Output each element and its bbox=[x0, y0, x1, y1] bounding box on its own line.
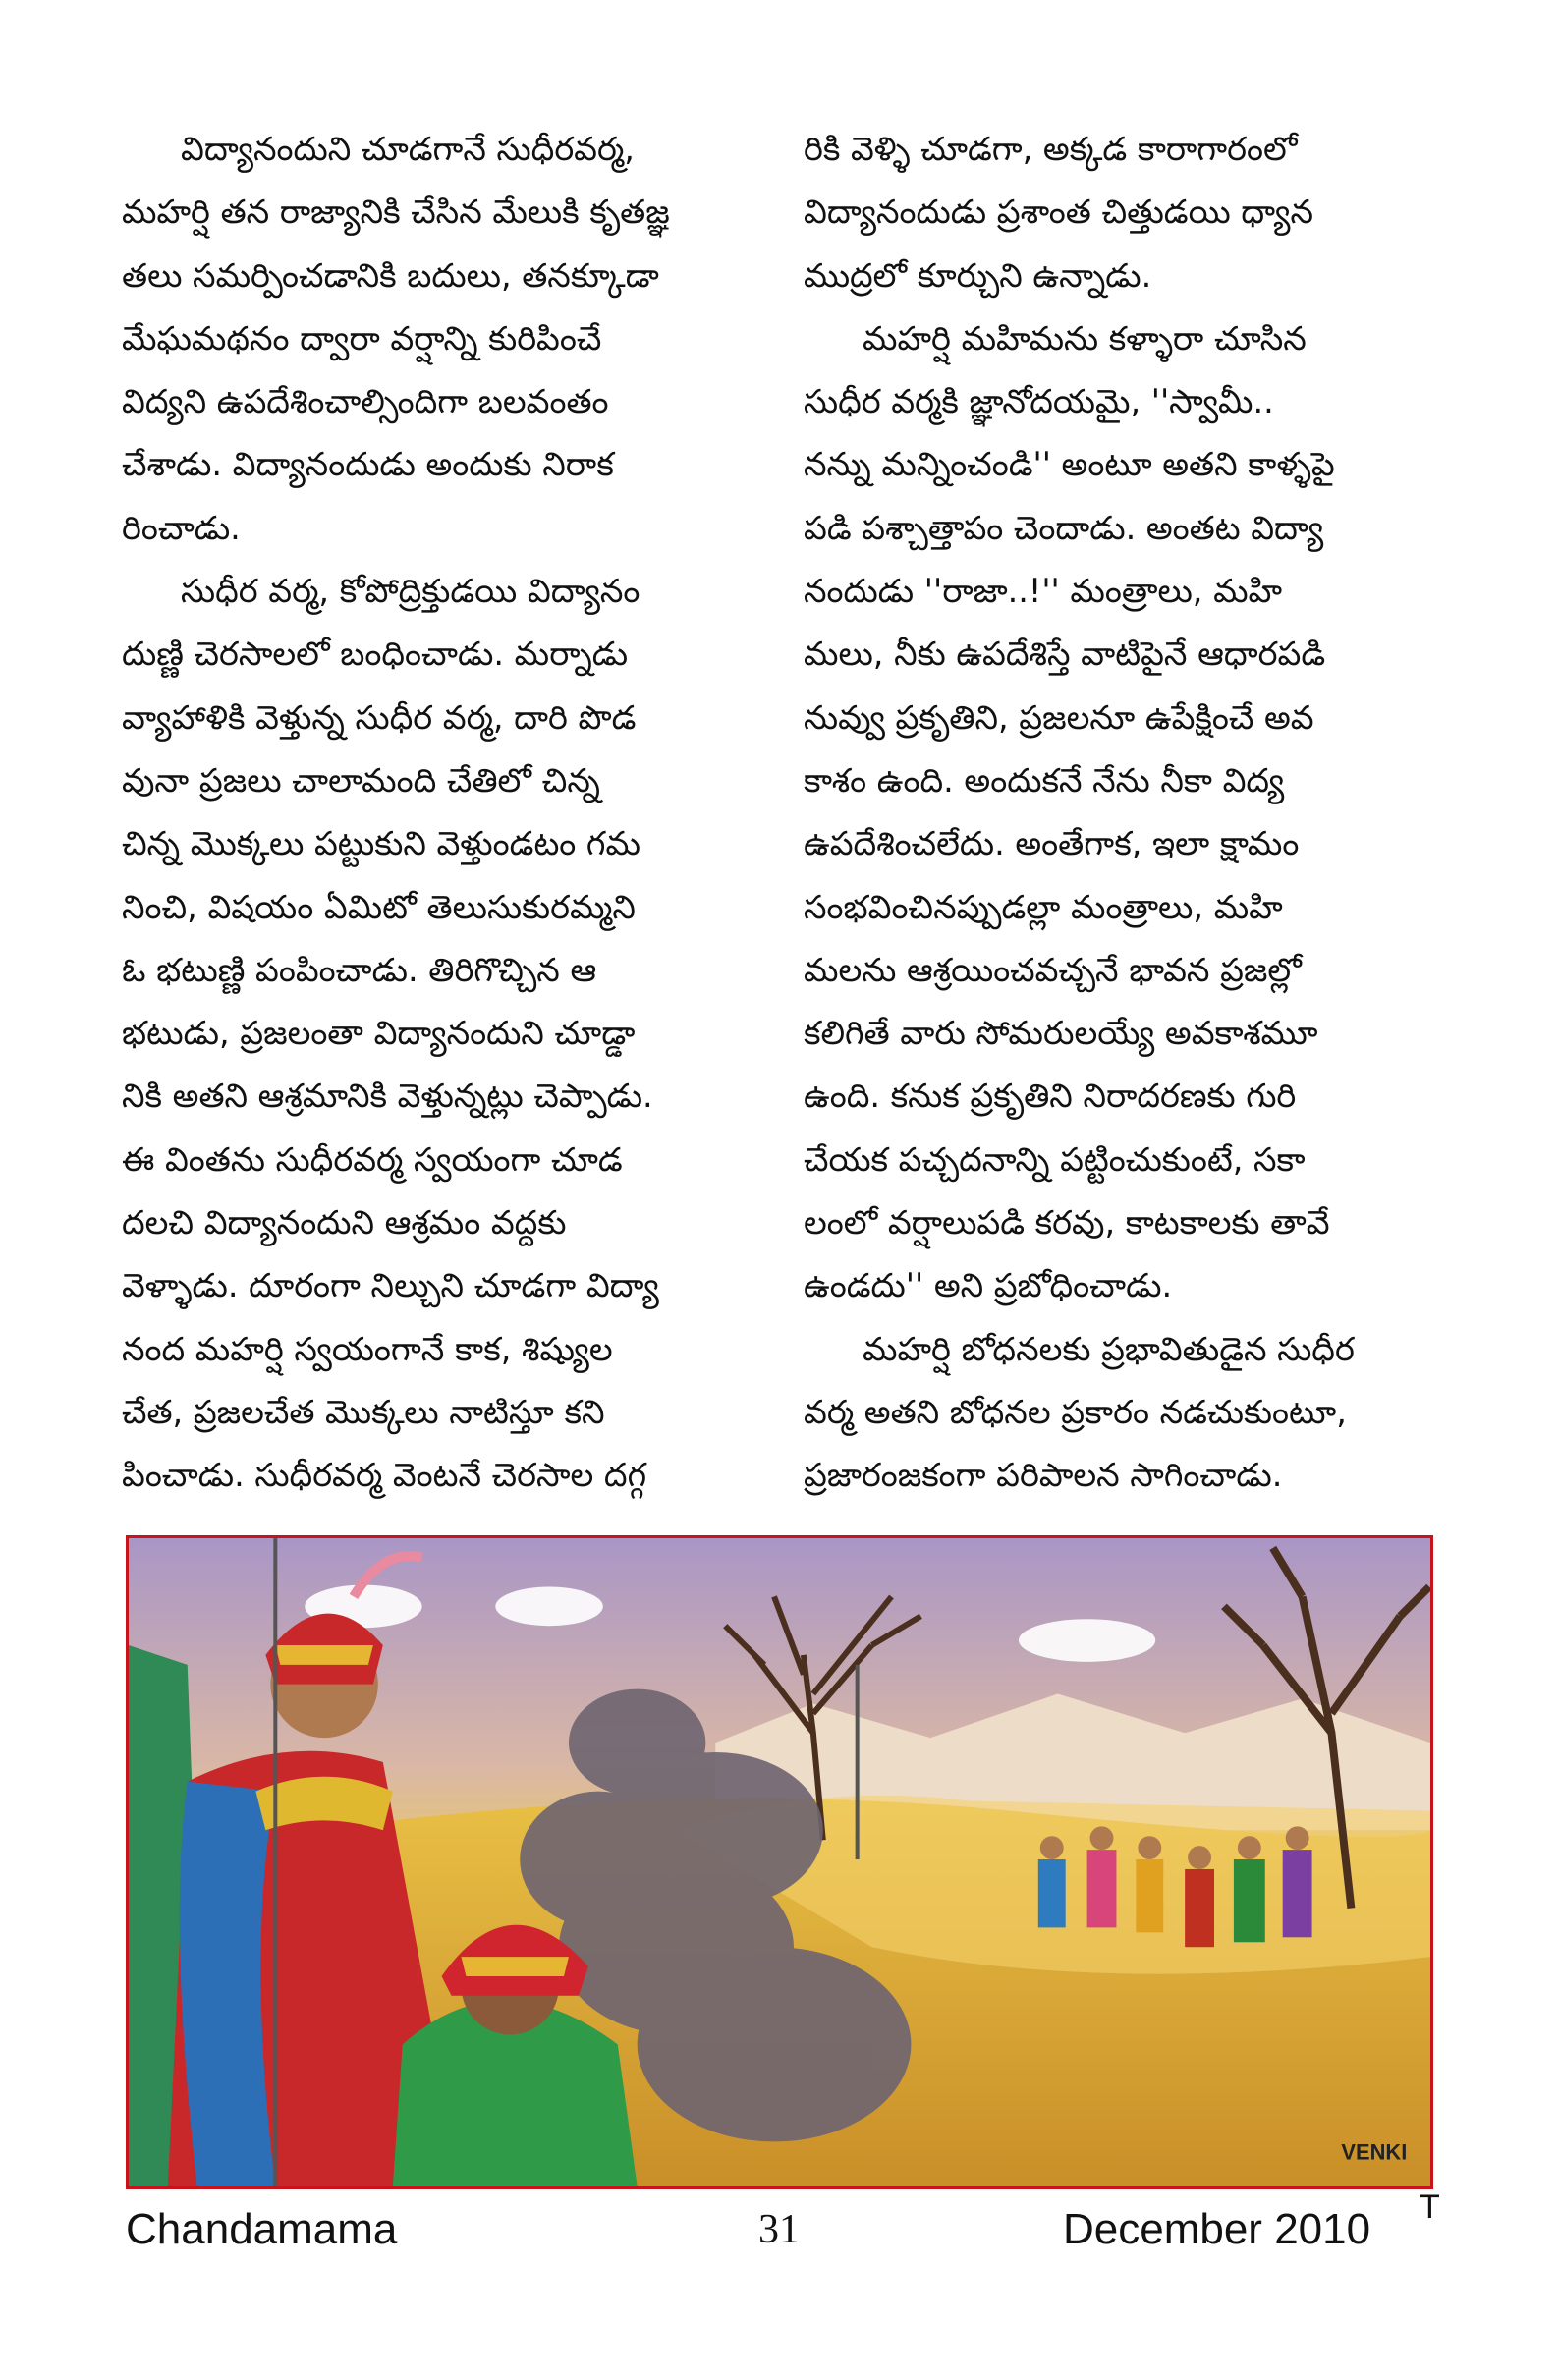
illustration-scene bbox=[129, 1538, 1430, 2186]
text-line: మహర్షి బోధనలకు ప్రభావితుడైన సుధీర bbox=[863, 1329, 1355, 1368]
text-line: చేయక పచ్చదనాన్ని పట్టించుకుంటే, సకా bbox=[804, 1139, 1306, 1179]
text-line: కలిగితే వారు సోమరులయ్యే అవకాశమూ bbox=[804, 1014, 1318, 1053]
paragraph bbox=[122, 118, 751, 560]
text-line: వెళ్ళాడు. దూరంగా నిల్చుని చూడగా విద్యా bbox=[122, 1266, 659, 1305]
text-line: మలను ఆశ్రయించవచ్చనే భావన ప్రజల్లో bbox=[804, 950, 1302, 989]
artist-signature: VENKI bbox=[1341, 2139, 1408, 2165]
text-line: మేఘమథనం ద్వారా వర్షాన్ని కురిపించే bbox=[122, 318, 602, 358]
story-illustration bbox=[126, 1535, 1433, 2189]
text-line: విద్యానందుడు ప్రశాంత చిత్తుడయి ధ్యాన bbox=[804, 193, 1314, 232]
text-line: నువ్వు ప్రకృతిని, ప్రజలనూ ఉపేక్షించే అవ bbox=[804, 697, 1314, 737]
text-line: విద్యని ఉపదేశించాల్సిందిగా బలవంతం bbox=[122, 382, 609, 421]
text-line: మలు, నీకు ఉపదేశిస్తే వాటిపైనే ఆధారపడి bbox=[804, 635, 1326, 674]
text-line: పించాడు. సుధీరవర్మ వెంటనే చెరసాల దగ్గ bbox=[122, 1456, 647, 1495]
cloud bbox=[495, 1587, 603, 1627]
text-line: పడి పశ్చాత్తాపం చెందాడు. అంతట విద్యా bbox=[804, 508, 1324, 547]
text-line: రికి వెళ్ళి చూడగా, అక్కడ కారాగారంలో bbox=[804, 130, 1298, 168]
paragraph bbox=[804, 307, 1432, 1318]
text-line: వునా ప్రజలు చాలామంది చేతిలో చిన్న bbox=[122, 760, 600, 800]
cloud bbox=[1019, 1619, 1155, 1662]
text-line: మహర్షి మహిమను కళ్ళారా చూసిన bbox=[863, 318, 1307, 358]
text-line: దుణ్ణి చెరసాలలో బంధించాడు. మర్నాడు bbox=[122, 635, 629, 674]
left-column bbox=[122, 118, 751, 1508]
text-line: సుధీర వర్మ, కోపోద్రిక్తుడయి విద్యానం bbox=[181, 572, 640, 611]
text-line: భటుడు, ప్రజలంతా విద్యానందుని చూడ్డా bbox=[122, 1014, 636, 1053]
text-line: ఉండదు'' అని ప్రబోధించాడు. bbox=[804, 1266, 1173, 1305]
paragraph bbox=[122, 560, 751, 1507]
text-line: చేశాడు. విద్యానందుడు అందుకు నిరాక bbox=[122, 445, 614, 484]
text-line: ఓ భటుణ్ణి పంపించాడు. తిరిగొచ్చిన ఆ bbox=[122, 950, 597, 989]
right-column bbox=[804, 118, 1432, 1508]
text-line: నించి, విషయం ఏమిటో తెలుసుకురమ్మని bbox=[122, 887, 636, 926]
text-line: నందుడు ''రాజా..!'' మంత్రాలు, మహి bbox=[804, 572, 1283, 611]
text-line: నన్ను మన్నించండి'' అంటూ అతని కాళ్ళపై bbox=[804, 445, 1335, 484]
text-line: ప్రజారంజకంగా పరిపాలన సాగించాడు. bbox=[804, 1456, 1283, 1495]
page-mark: T bbox=[1420, 2188, 1440, 2226]
text-line: చేత, ప్రజలచేత మొక్కలు నాటిస్తూ కని bbox=[122, 1392, 605, 1431]
text-line: కాశం ఉంది. అందుకనే నేను నీకా విద్య bbox=[804, 760, 1285, 800]
text-line: రించాడు. bbox=[122, 508, 241, 547]
text-line: చిన్న మొక్కలు పట్టుకుని వెళ్తుండటం గమ bbox=[122, 824, 640, 863]
text-line: ఈ వింతను సుధీరవర్మ స్వయంగా చూడ bbox=[122, 1139, 623, 1179]
text-line: దలచి విద్యానందుని ఆశ్రమం వద్దకు bbox=[122, 1203, 567, 1243]
text-line: ముద్రలో కూర్చుని ఉన్నాడు. bbox=[804, 255, 1152, 295]
text-line: ఉపదేశించలేదు. అంతేగాక, ఇలా క్షామం bbox=[804, 824, 1300, 863]
text-line: వర్మ అతని బోధనల ప్రకారం నడచుకుంటూ, bbox=[804, 1392, 1347, 1431]
text-line: విద్యానందుని చూడగానే సుధీరవర్మ, bbox=[181, 130, 635, 168]
paragraph bbox=[804, 1318, 1432, 1508]
text-line: తలు సమర్పించడానికి బదులు, తనక్కూడా bbox=[122, 255, 659, 295]
text-line: నికి అతని ఆశ్రమానికి వెళ్తున్నట్లు చెప్పాడు. bbox=[122, 1077, 653, 1116]
text-line: నంద మహర్షి స్వయంగానే కాక, శిష్యుల bbox=[122, 1329, 613, 1368]
magazine-name: Chandamama bbox=[126, 2205, 398, 2253]
page-number: 31 bbox=[758, 2207, 800, 2252]
text-line: ఉంది. కనుక ప్రకృతిని నిరాదరణకు గురి bbox=[804, 1077, 1297, 1116]
issue-date: December 2010 bbox=[1063, 2205, 1371, 2253]
text-line: సంభవించినప్పుడల్లా మంత్రాలు, మహి bbox=[804, 887, 1283, 926]
text-line: సుధీర వర్మకి జ్ఞానోదయమై, ''స్వామీ.. bbox=[804, 382, 1274, 421]
paragraph bbox=[804, 118, 1432, 307]
text-line: వ్యాహాళికి వెళ్తున్న సుధీర వర్మ, దారి పొడ bbox=[122, 697, 637, 737]
text-line: మహర్షి తన రాజ్యానికి చేసిన మేలుకి కృతజ్ఞ bbox=[122, 193, 670, 232]
text-line: లంలో వర్షాలుపడి కరవు, కాటకాలకు తావే bbox=[804, 1203, 1330, 1243]
